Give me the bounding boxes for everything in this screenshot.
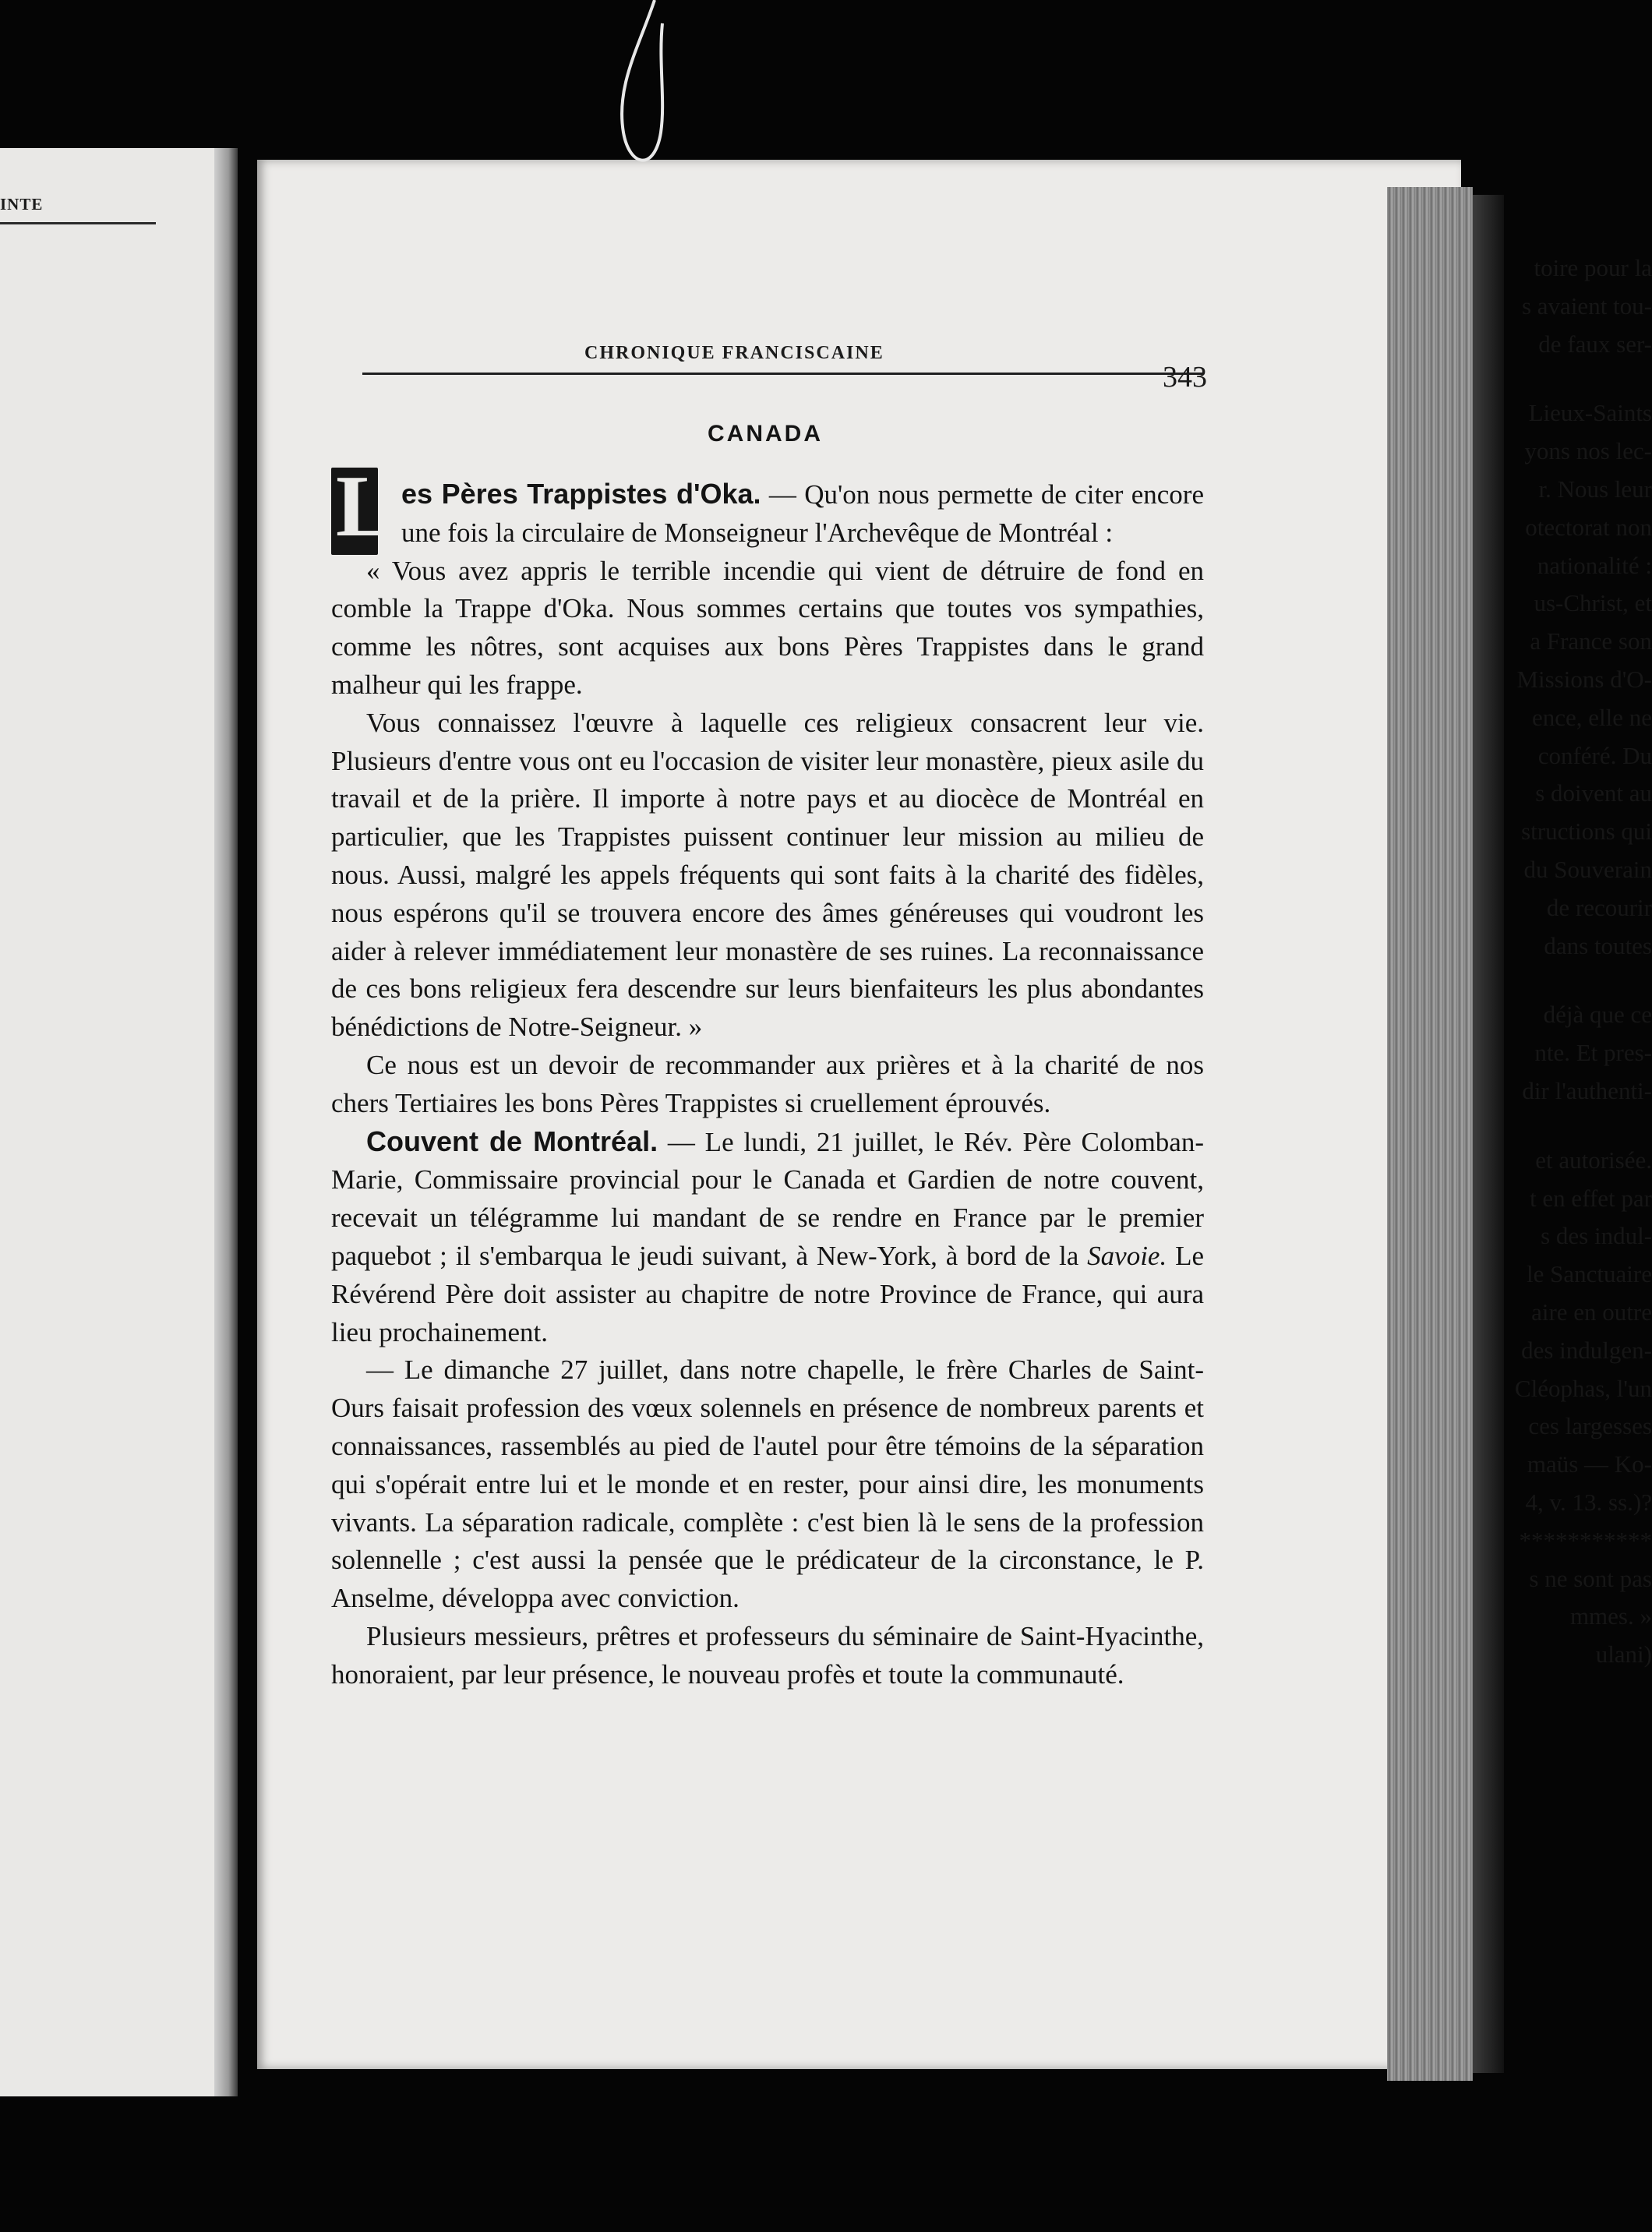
left-page-line: nte. Et pres- [1534,1039,1652,1067]
left-page-line: mmes. » [1569,1602,1652,1630]
article1-quote-p2: Vous connaissez l'œuvre à laquelle ces religieux consacrent leur vie. Plusieurs d'entre vous ont eu l'occasion de visiter leur monastère, pieux asile du travail et de la prière. Il importe à notre pays et au diocèce de Montréal en particulier, que les Trappistes puissent continuer leur mission au milieu de nous. Aussi, malgré les appels fréquents qui sont faits à la charité des fidèles, nous espérons qu'il se trouvera encore des âmes généreuses qui voudront les aider à relever immédiatement leur monastère de ses ruines. La reconnaissance de ces bons religieux fera descendre sur leurs bienfaiteurs les plus abondantes bénédictions de Notre-Seigneur. » [331,707,1204,1043]
article-body [331,475,1204,1694]
section-title: CANADA [708,421,823,447]
left-page-line: Cléophas, l'un [1514,1374,1652,1402]
left-page-line: Lieux-Saints [1528,399,1652,427]
left-page [0,148,238,2096]
left-page-line: us-Christ, et [1534,589,1652,617]
left-page-line: le Sanctuaire [1527,1260,1652,1288]
left-running-head: INTE [0,195,44,214]
left-page-line: a France son [1530,627,1652,655]
article2-p1 [331,1123,1204,1352]
left-gutter-shadow [214,148,238,2096]
left-page-line: ces largesses [1528,1412,1652,1440]
drop-cap-letter: L [336,458,394,555]
article2-p1-b: Le Révérend Père doit assister au chapitre de notre Province de France, qui aura lieu prochainement. [331,1240,1204,1347]
left-page-text [1481,249,1652,1674]
left-page-line: de recourir [1546,893,1652,921]
left-page-line: otectorat non [1525,513,1652,541]
left-page-line: et autorisée. [1535,1146,1652,1174]
left-page-line: structions qui [1521,818,1652,846]
left-header-rule [0,222,156,224]
article1-intro-text: — Qu'on nous permette de citer encore une fois la circulaire de Monseigneur l'Archevêque de Montréal : [401,479,1204,548]
left-page-line: 4, v. 13. ss.)? [1525,1488,1652,1516]
left-page-line: t en effet par [1530,1184,1652,1212]
left-page-line: dir l'authenti- [1522,1076,1652,1104]
header-rule [362,373,1204,375]
left-page-line: maüs — Ko- [1527,1450,1652,1478]
left-page-line: nationalité : [1537,551,1652,579]
left-page-line: toire pour la [1534,254,1652,281]
left-page-line: des indulgen- [1521,1336,1652,1364]
left-page-line: s ne sont pas [1529,1564,1652,1592]
left-page-line: conféré. Du [1537,741,1652,769]
article1-quote-p1: « Vous avez appris le terrible incendie qui vient de détruire de fond en comble la Trappe d'Oka. Nous sommes certains que toutes vos sympathies, comme les nôtres, sont acquises aux bons Pères Trappistes dans le grand malheur qui les frappe. [331,555,1204,700]
left-page-line: ence, elle ne [1531,703,1652,731]
left-page-line: déjà que ce [1543,1001,1652,1029]
left-page-line: aire en outre [1531,1298,1652,1326]
article1-intro [331,475,1204,553]
article2-p2: — Le dimanche 27 juillet, dans notre chapelle, le frère Charles de Saint-Ours faisait profession des vœux solennels en présence de nombreux parents et connaissances, rassemblés au pied de l'autel pour être témoins de la séparation qui s'opérait entre lui et le monde et en rester, pour ainsi dire, les monuments vivants. La séparation radicale, complète : c'est bien là le sens de la profession solennelle ; c'est aussi la pensée que le prédicateur de la circonstance, le P. Anselme, développa avec conviction. [331,1354,1204,1614]
left-page-line [1481,965,1652,996]
ship-name: Savoie. [1087,1240,1167,1271]
article1-closing: Ce nous est un devoir de recommander aux prières et à la charité de nos chers Tertiaires les bons Pères Trappistes si cruellement éprouvés. [331,1049,1204,1118]
left-page-line [1481,1111,1652,1142]
left-page-line: r. Nous leur [1538,475,1652,503]
left-page-line: s doivent au [1535,779,1652,807]
book-cover-edge [1473,195,1504,2073]
running-head: CHRONIQUE FRANCISCAINE [584,343,884,363]
left-page-line: yons nos lec- [1524,437,1652,465]
left-page-line: s des indul- [1541,1222,1652,1250]
left-page-line: s avaient tou- [1521,291,1652,320]
left-page-line: de faux ser- [1538,330,1652,358]
article2-p1-a: — Le lundi, 21 juillet, le Rév. Père Colomban-Marie, Commissaire provincial pour le Canada et Gardien de notre couvent, recevait un télégramme lui mandant de se rendre en France par le premier paquebot ; il s'embarqua le jeudi suivant, à New-York, à bord de la [331,1126,1204,1271]
left-page-line: du Souverain [1523,855,1652,883]
left-page-line: *********** [1519,1526,1652,1554]
article2-title: Couvent de Montréal. [366,1125,658,1157]
left-page-line [1481,363,1652,394]
page-number: 343 [1163,361,1207,394]
thread-loop [600,0,694,187]
article2-p3: Plusieurs messieurs, prêtres et professeurs du séminaire de Saint-Hyacinthe, honoraient, par leur présence, le nouveau profès et toute la communauté. [331,1620,1204,1690]
left-page-line: dans toutes [1544,931,1652,959]
page-edges [1387,187,1473,2081]
left-page-line: Missions d'O- [1516,665,1652,693]
article1-title: es Pères Trappistes d'Oka. [401,478,761,510]
left-page-line: ulani) [1595,1640,1652,1669]
